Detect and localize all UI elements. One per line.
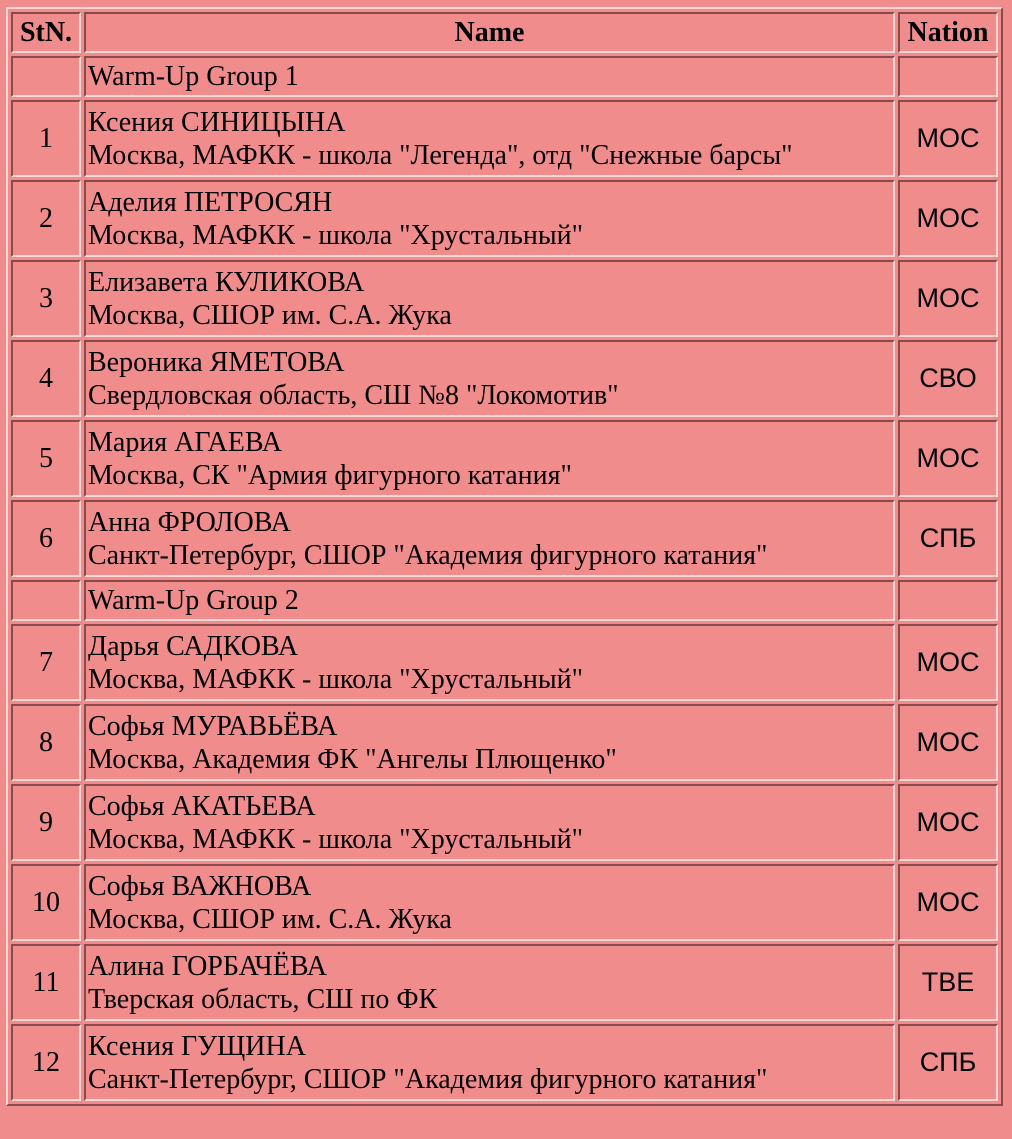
nation-code: ТВЕ <box>898 944 998 1021</box>
start-number: 7 <box>11 624 81 701</box>
nation-code: МОС <box>898 180 998 257</box>
skater-name: Мария АГАЕВА <box>88 426 283 458</box>
warmup-group-row <box>11 580 998 621</box>
skater-cell <box>84 100 895 177</box>
skater-club: Москва, МАФКК - школа "Легенда", отд "Снежные барсы" <box>88 139 793 171</box>
skater-cell <box>84 260 895 337</box>
skater-club: Санкт-Петербург, СШОР "Академия фигурного катания" <box>88 539 768 571</box>
start-number: 1 <box>11 100 81 177</box>
start-number: 8 <box>11 704 81 781</box>
skater-row <box>11 260 998 337</box>
start-number: 10 <box>11 864 81 941</box>
group-stn-cell <box>11 56 81 97</box>
header-stn: StN. <box>11 12 81 53</box>
skater-cell <box>84 944 895 1021</box>
nation-code: СВО <box>898 340 998 417</box>
warmup-group-label: Warm-Up Group 2 <box>84 580 895 621</box>
nation-code: МОС <box>898 784 998 861</box>
skater-name: Софья АКАТЬЕВА <box>88 790 316 822</box>
skater-row <box>11 500 998 577</box>
header-name: Name <box>84 12 895 53</box>
skater-club: Свердловская область, СШ №8 "Локомотив" <box>88 379 619 411</box>
group-stn-cell <box>11 580 81 621</box>
nation-code: МОС <box>898 260 998 337</box>
skater-cell <box>84 340 895 417</box>
skater-club: Москва, СШОР им. С.А. Жука <box>88 299 452 331</box>
start-list-table <box>6 7 1003 1106</box>
skater-cell <box>84 1024 895 1101</box>
start-number: 11 <box>11 944 81 1021</box>
skater-name: Софья МУРАВЬЁВА <box>88 710 338 742</box>
skater-row <box>11 420 998 497</box>
start-number: 4 <box>11 340 81 417</box>
skater-name: Елизавета КУЛИКОВА <box>88 266 365 298</box>
skater-row <box>11 100 998 177</box>
skater-row <box>11 864 998 941</box>
nation-code: СПБ <box>898 500 998 577</box>
start-number: 12 <box>11 1024 81 1101</box>
skater-cell <box>84 704 895 781</box>
skater-row <box>11 704 998 781</box>
start-number: 2 <box>11 180 81 257</box>
skater-cell <box>84 500 895 577</box>
start-list-body <box>11 56 998 1101</box>
skater-name: Ксения ГУЩИНА <box>88 1030 306 1062</box>
skater-name: Алина ГОРБАЧЁВА <box>88 950 327 982</box>
header-row <box>11 12 998 53</box>
skater-cell <box>84 864 895 941</box>
skater-row <box>11 340 998 417</box>
skater-name: Анна ФРОЛОВА <box>88 506 291 538</box>
skater-row <box>11 180 998 257</box>
skater-cell <box>84 180 895 257</box>
group-nation-cell <box>898 580 998 621</box>
warmup-group-row <box>11 56 998 97</box>
skater-club: Москва, Академия ФК "Ангелы Плющенко" <box>88 743 617 775</box>
nation-code: МОС <box>898 420 998 497</box>
skater-name: Дарья САДКОВА <box>88 630 299 662</box>
nation-code: МОС <box>898 100 998 177</box>
nation-code: МОС <box>898 704 998 781</box>
start-number: 5 <box>11 420 81 497</box>
skater-cell <box>84 784 895 861</box>
nation-code: СПБ <box>898 1024 998 1101</box>
header-nation: Nation <box>898 12 998 53</box>
skater-name: Софья ВАЖНОВА <box>88 870 312 902</box>
group-nation-cell <box>898 56 998 97</box>
start-number: 6 <box>11 500 81 577</box>
skater-name: Ксения СИНИЦЫНА <box>88 106 346 138</box>
skater-cell <box>84 624 895 701</box>
skater-club: Москва, МАФКК - школа "Хрустальный" <box>88 663 584 695</box>
skater-club: Москва, СШОР им. С.А. Жука <box>88 903 452 935</box>
skater-row <box>11 1024 998 1101</box>
skater-club: Москва, МАФКК - школа "Хрустальный" <box>88 823 584 855</box>
skater-club: Тверская область, СШ по ФК <box>88 983 438 1015</box>
skater-row <box>11 624 998 701</box>
skater-name: Вероника ЯМЕТОВА <box>88 346 345 378</box>
skater-row <box>11 944 998 1021</box>
nation-code: МОС <box>898 864 998 941</box>
skater-club: Москва, СК "Армия фигурного катания" <box>88 459 572 491</box>
start-number: 3 <box>11 260 81 337</box>
skater-cell <box>84 420 895 497</box>
skater-club: Санкт-Петербург, СШОР "Академия фигурного катания" <box>88 1063 768 1095</box>
nation-code: МОС <box>898 624 998 701</box>
skater-row <box>11 784 998 861</box>
skater-club: Москва, МАФКК - школа "Хрустальный" <box>88 219 584 251</box>
skater-name: Аделия ПЕТРОСЯН <box>88 186 333 218</box>
start-number: 9 <box>11 784 81 861</box>
warmup-group-label: Warm-Up Group 1 <box>84 56 895 97</box>
